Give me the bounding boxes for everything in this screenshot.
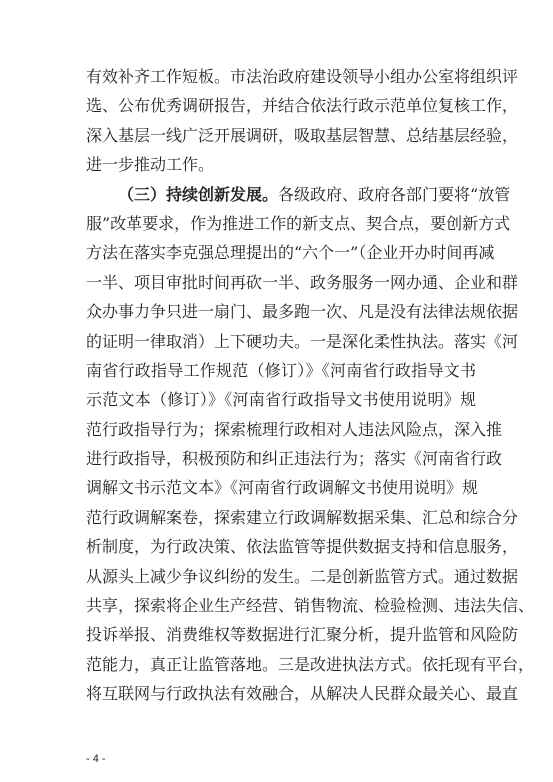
text-line: 南省行政指导工作规范（修订）》《河南省行政指导文书	[86, 360, 476, 380]
text-line: 选、公布优秀调研报告，并结合依法行政示范单位复核工作，	[86, 96, 519, 116]
body-text	[86, 62, 535, 709]
text-line: 众办事力争只进一扇门、最多跑一次、凡是没有法律法规依据	[86, 302, 519, 322]
text-line: 方法在落实李克强总理提出的“六个一”（企业开办时间再减	[86, 243, 495, 263]
section-heading-line	[86, 180, 511, 209]
page-number: - 4 -	[86, 753, 106, 765]
text-line: 的证明一律取消）上下硬功夫。一是深化柔性执法。落实《河	[86, 331, 519, 351]
text-line: 一半、项目审批时间再砍一半、政务服务一网办通、企业和群	[86, 272, 519, 292]
section-heading: （三）持续创新发展。	[118, 184, 279, 204]
text-line: 范能力，真正让监管落地。三是改进执法方式。依托现有平台，	[86, 654, 535, 674]
text-line: 进行政指导，积极预防和纠正违法行为；落实《河南省行政	[86, 449, 503, 469]
text-line: 服”改革要求，作为推进工作的新支点、契合点，要创新方式	[86, 213, 511, 233]
text-line: 共享，探索将企业生产经营、销售物流、检验检测、违法失信、	[86, 596, 535, 616]
text-line: 将互联网与行政执法有效融合，从解决人民群众最关心、最直	[86, 684, 519, 704]
text-line: 深入基层一线广泛开展调研，吸取基层智慧、总结基层经验，	[86, 125, 519, 145]
text-line: 范行政调解案卷，探索建立行政调解数据采集、汇总和综合分	[86, 507, 519, 527]
text-line: 析制度，为行政决策、依法监管等提供数据支持和信息服务，	[86, 537, 519, 557]
text-line: 范行政指导行为；探索梳理行政相对人违法风险点，深入推	[86, 419, 503, 439]
text-line: 从源头上减少争议纠纷的发生。二是创新监管方式。通过数据	[86, 566, 519, 586]
text-line: 各级政府、政府各部门要将“放管	[278, 184, 511, 204]
text-line: 有效补齐工作短板。市法治政府建设领导小组办公室将组织评	[86, 67, 519, 86]
text-line: 进一步推动工作。	[86, 155, 215, 175]
text-line: 投诉举报、消费维权等数据进行汇聚分析，提升监管和风险防	[86, 625, 519, 645]
text-line: 示范文本（修订）》《河南省行政指导文书使用说明》规	[86, 390, 476, 410]
text-line: 调解文书示范文本》《河南省行政调解文书使用说明》规	[86, 478, 479, 498]
